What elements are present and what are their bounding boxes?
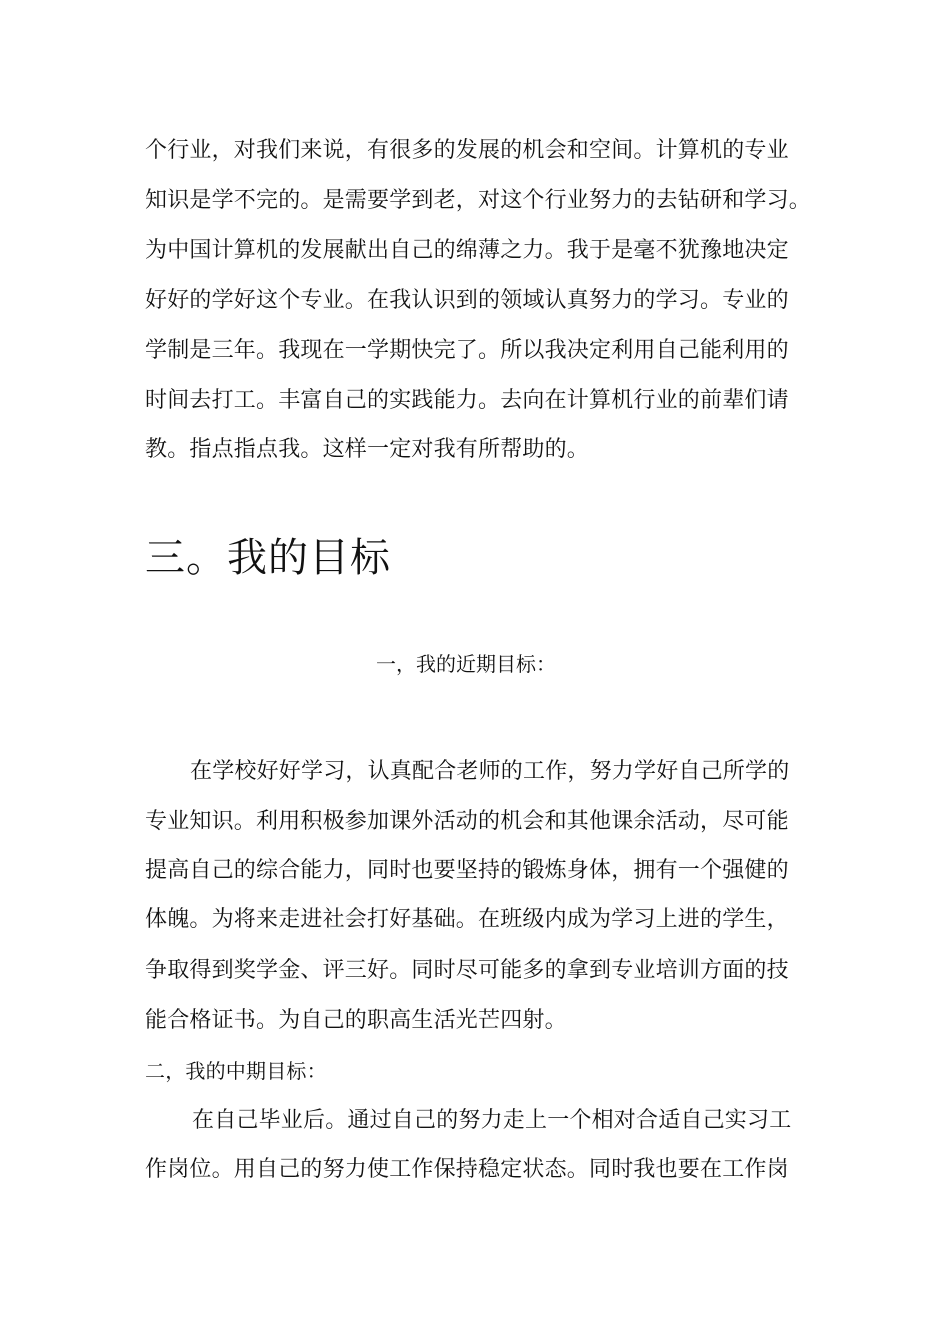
paragraph-line: 提高自己的综合能力，同时也要坚持的锻炼身体，拥有一个强健的 xyxy=(145,858,789,883)
short-term-heading: 一，我的近期目标： xyxy=(376,652,556,676)
paragraph-line: 知识是学不完的。是需要学到老，对这个行业努力的去钻研和学习。 xyxy=(145,188,812,213)
paragraph-line: 争取得到奖学金、评三好。同时尽可能多的拿到专业培训方面的技 xyxy=(145,958,789,983)
paragraph-line: 为中国计算机的发展献出自己的绵薄之力。我于是毫不犹豫地决定 xyxy=(145,238,789,263)
paragraph-line: 在学校好好学习，认真配合老师的工作，努力学好自己所学的 xyxy=(190,759,790,784)
paragraph-line: 体魄。为将来走进社会打好基础。在班级内成为学习上进的学生， xyxy=(145,907,789,932)
paragraph-line: 专业知识。利用积极参加课外活动的机会和其他课余活动，尽可能 xyxy=(145,809,789,834)
paragraph-line: 作岗位。用自己的努力使工作保持稳定状态。同时我也要在工作岗 xyxy=(145,1157,789,1182)
paragraph-line: 教。指点指点我。这样一定对我有所帮助的。 xyxy=(145,437,590,462)
mid-term-heading: 二，我的中期目标： xyxy=(145,1059,327,1083)
paragraph-line: 学制是三年。我现在一学期快完了。所以我决定利用自己能利用的 xyxy=(145,338,789,363)
paragraph-line: 能合格证书。为自己的职高生活光芒四射。 xyxy=(145,1008,567,1033)
paragraph-line: 个行业，对我们来说，有很多的发展的机会和空间。计算机的专业 xyxy=(145,138,789,163)
section-heading: 三。我的目标 xyxy=(145,535,391,581)
paragraph-line: 好好的学好这个专业。在我认识到的领域认真努力的学习。专业的 xyxy=(145,288,789,313)
paragraph-line: 在自己毕业后。通过自己的努力走上一个相对合适自己实习工 xyxy=(192,1108,792,1133)
paragraph-line: 时间去打工。丰富自己的实践能力。去向在计算机行业的前辈们请 xyxy=(145,388,789,413)
